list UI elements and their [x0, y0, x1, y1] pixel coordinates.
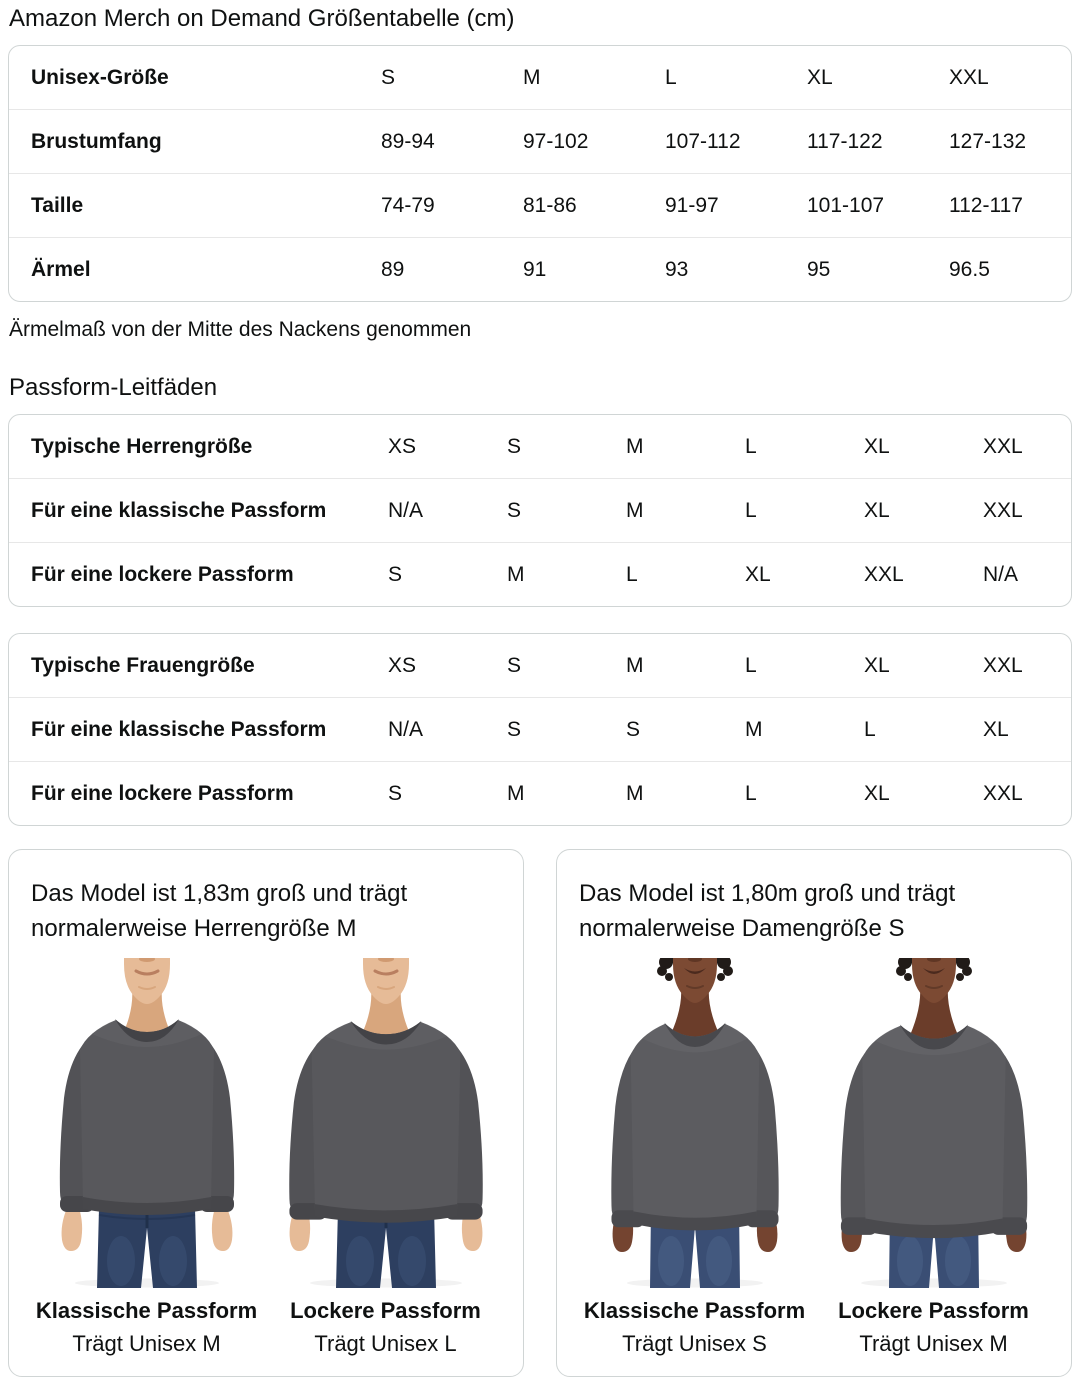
- size-cell: 74-79: [361, 174, 503, 238]
- table-row-unisex-size: [9, 46, 1071, 110]
- fit-name: Lockere Passform: [838, 1298, 1029, 1323]
- size-cell: XL: [830, 479, 949, 543]
- size-cell: L: [711, 762, 830, 826]
- female-card-heading: Das Model ist 1,80m groß und trägt normalerweise Damengröße S: [579, 880, 956, 942]
- size-cell: 127-132: [929, 110, 1071, 174]
- male-classic-figure: [31, 958, 262, 1357]
- size-cell: M: [473, 543, 592, 607]
- row-label: Taille: [9, 174, 361, 238]
- size-cell: M: [626, 434, 644, 458]
- row-label: Typische Frauengröße: [31, 653, 255, 677]
- size-cell: XXL: [983, 434, 1023, 458]
- female-classic-fit-photo: [580, 958, 810, 1288]
- table-row-womens-loose: [9, 762, 1071, 826]
- left-hand: [61, 1208, 82, 1251]
- fit-name: Lockere Passform: [290, 1298, 481, 1323]
- face: [673, 958, 717, 1003]
- table-row-waist: [9, 174, 1071, 238]
- row-label: Für eine klassische Passform: [9, 698, 354, 762]
- size-cell: M: [626, 653, 644, 677]
- size-cell: XL: [949, 698, 1071, 762]
- female-loose-figure: [818, 958, 1049, 1357]
- row-label: Typische Herrengröße: [31, 434, 253, 458]
- sleeve-measure-note: Ärmelmaß von der Mitte des Nackens genommen: [9, 318, 472, 341]
- sweatshirt: [611, 1023, 778, 1231]
- womens-fit-table: [8, 633, 1072, 826]
- size-cell: S: [507, 434, 522, 458]
- size-cell: XXL: [949, 65, 989, 89]
- size-cell: 101-107: [787, 174, 929, 238]
- size-cell: 89: [361, 238, 503, 302]
- size-cell: L: [745, 653, 757, 677]
- size-cell: M: [473, 762, 592, 826]
- page-title: Amazon Merch on Demand Größentabelle (cm): [9, 5, 515, 32]
- size-cell: L: [592, 543, 711, 607]
- row-label: Für eine klassische Passform: [9, 479, 354, 543]
- female-figures: [577, 958, 1051, 1357]
- size-cell: S: [354, 543, 473, 607]
- size-cell: 97-102: [503, 110, 645, 174]
- table-row-womens-classic: [9, 698, 1071, 762]
- row-label: Ärmel: [9, 238, 361, 302]
- size-cell: N/A: [354, 479, 473, 543]
- size-cell: M: [592, 762, 711, 826]
- size-cell: 91-97: [645, 174, 787, 238]
- size-cell: M: [711, 698, 830, 762]
- male-figures: [29, 958, 503, 1357]
- size-cell: XS: [388, 653, 417, 677]
- size-cell: 117-122: [787, 110, 929, 174]
- size-cell: M: [592, 479, 711, 543]
- size-cell: 93: [645, 238, 787, 302]
- female-model-card: [556, 849, 1072, 1377]
- size-cell: XL: [711, 543, 830, 607]
- row-label: Für eine lockere Passform: [9, 543, 354, 607]
- size-cell: XL: [864, 434, 890, 458]
- female-classic-figure: [579, 958, 810, 1357]
- size-cell: 81-86: [503, 174, 645, 238]
- male-model-card: [8, 849, 524, 1377]
- table-row-mens-classic: [9, 479, 1071, 543]
- face: [912, 958, 956, 1003]
- table-row-mens-size: [9, 415, 1071, 479]
- male-loose-figure: [270, 958, 501, 1357]
- mens-fit-table: [8, 414, 1072, 607]
- size-cell: 112-117: [929, 174, 1071, 238]
- size-cell: S: [592, 698, 711, 762]
- size-cell: XXL: [949, 479, 1071, 543]
- size-cell: 107-112: [645, 110, 787, 174]
- size-cell: XXL: [949, 762, 1071, 826]
- face: [363, 958, 409, 1004]
- size-cell: S: [381, 65, 396, 89]
- sweatshirt: [289, 1021, 483, 1223]
- size-cell: L: [745, 434, 757, 458]
- table-row-chest: [9, 110, 1071, 174]
- fit-wears: Trägt Unisex M: [859, 1331, 1008, 1356]
- size-cell: XS: [388, 434, 417, 458]
- size-cell: L: [711, 479, 830, 543]
- sweatshirt: [59, 1019, 233, 1215]
- male-card-heading: Das Model ist 1,83m groß und trägt normalerweise Herrengröße M: [31, 880, 408, 942]
- size-cell: S: [507, 653, 522, 677]
- size-cell: XXL: [830, 543, 949, 607]
- size-cell: S: [473, 479, 592, 543]
- size-cell: S: [354, 762, 473, 826]
- size-cell: N/A: [354, 698, 473, 762]
- fit-name: Klassische Passform: [583, 1298, 806, 1323]
- fit-guides-title: Passform-Leitfäden: [9, 374, 218, 401]
- size-cell: 89-94: [361, 110, 503, 174]
- table-row-mens-loose: [9, 543, 1071, 607]
- jeans: [97, 1208, 197, 1288]
- face: [124, 958, 170, 1004]
- male-loose-fit-photo: [271, 958, 501, 1288]
- size-cell: N/A: [949, 543, 1071, 607]
- size-cell: 95: [787, 238, 929, 302]
- size-cell: 91: [503, 238, 645, 302]
- size-cell: XL: [807, 65, 833, 89]
- fit-wears: Trägt Unisex S: [622, 1331, 767, 1356]
- size-cell: XL: [830, 762, 949, 826]
- unisex-size-table: [8, 45, 1072, 302]
- sweatshirt: [840, 1024, 1027, 1238]
- fit-wears: Trägt Unisex M: [72, 1331, 221, 1356]
- female-loose-fit-photo: [819, 958, 1049, 1288]
- size-cell: XL: [864, 653, 890, 677]
- fit-name: Klassische Passform: [35, 1298, 258, 1323]
- row-label: Für eine lockere Passform: [9, 762, 354, 826]
- right-hand: [211, 1208, 232, 1251]
- size-cell: L: [830, 698, 949, 762]
- size-cell: L: [665, 65, 677, 89]
- table-row-sleeve: [9, 238, 1071, 302]
- row-label: Unisex-Größe: [31, 65, 169, 89]
- model-cards-row: [8, 849, 1072, 1377]
- male-classic-fit-photo: [32, 958, 262, 1288]
- size-cell: XXL: [983, 653, 1023, 677]
- table-row-womens-size: [9, 634, 1071, 698]
- fit-wears: Trägt Unisex L: [314, 1331, 457, 1356]
- size-cell: 96.5: [929, 238, 1071, 302]
- row-label: Brustumfang: [9, 110, 361, 174]
- size-cell: M: [523, 65, 541, 89]
- size-cell: S: [473, 698, 592, 762]
